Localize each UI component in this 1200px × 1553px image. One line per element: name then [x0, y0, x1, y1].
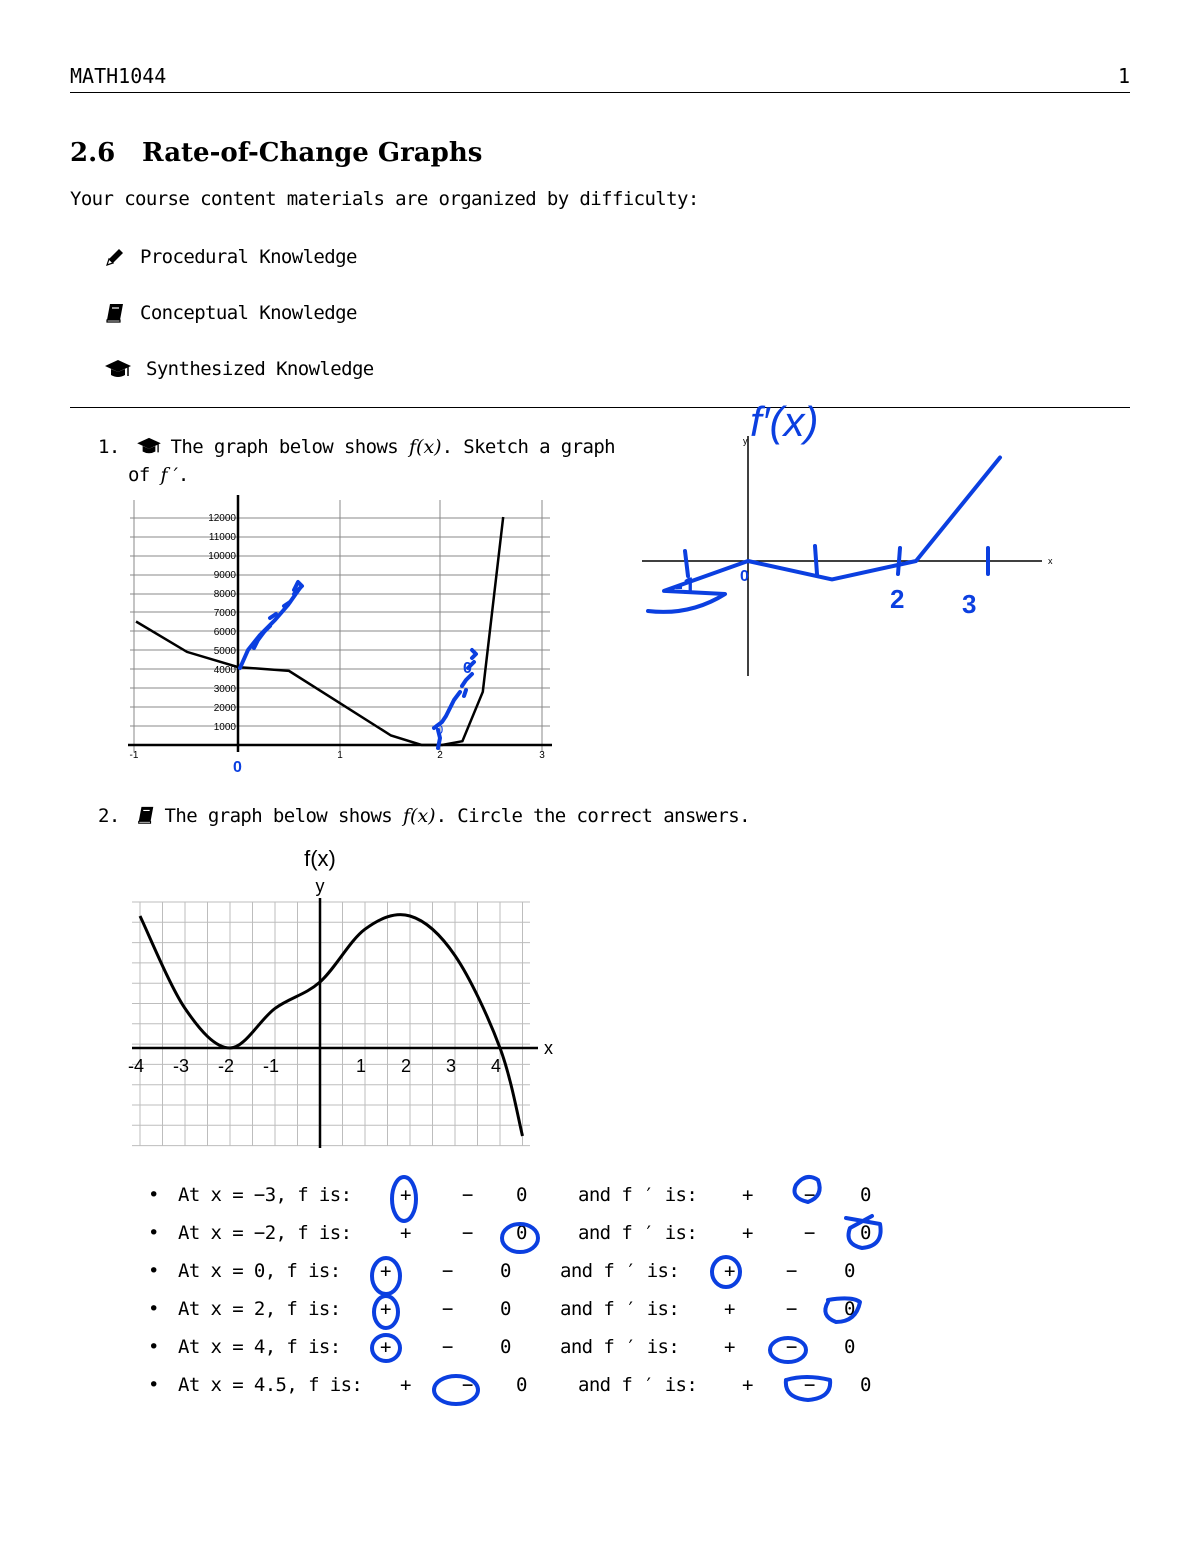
question-text: . Sketch a graph — [441, 436, 616, 458]
answer-option-f[interactable]: − — [442, 1336, 453, 1358]
ink-label: 0 — [740, 568, 749, 585]
answer-option-fprime[interactable]: 0 — [844, 1260, 855, 1282]
course-code: MATH1044 — [70, 64, 167, 88]
header-rule — [70, 92, 1130, 93]
answer-and: and f ′ is: — [578, 1222, 698, 1244]
question-text: The graph below shows — [164, 805, 403, 827]
ink-fprime-curve — [648, 458, 1000, 612]
answer-option-fprime[interactable]: − — [786, 1336, 797, 1358]
answer-option-fprime[interactable]: 0 — [860, 1222, 871, 1244]
question-2 — [98, 805, 750, 827]
answer-option-fprime[interactable]: 0 — [860, 1184, 871, 1206]
x-tick-label: 2 — [437, 750, 443, 761]
x-tick-label: -2 — [217, 1056, 235, 1076]
x-tick-label: -4 — [127, 1056, 145, 1076]
answer-option-f[interactable]: + — [380, 1298, 391, 1320]
x-axis-label: x — [544, 1038, 553, 1058]
book-icon — [104, 302, 126, 324]
x-tick-label: 1 — [337, 750, 343, 761]
x-tick-label: -1 — [129, 750, 139, 761]
section-title — [70, 138, 482, 168]
answer-option-fprime[interactable]: + — [724, 1260, 735, 1282]
answer-option-fprime[interactable]: 0 — [860, 1374, 871, 1396]
answer-option-fprime[interactable]: + — [742, 1222, 753, 1244]
y-tick-label: 4000 — [213, 665, 236, 676]
section-number: 2.6 — [70, 138, 116, 168]
question-number: 2. — [98, 805, 120, 827]
answer-option-f[interactable]: + — [380, 1336, 391, 1358]
answer-option-f[interactable]: − — [442, 1260, 453, 1282]
chart-1-fx — [120, 490, 560, 780]
level-label: Conceptual Knowledge — [140, 302, 357, 324]
answer-prompt: At x = 2, f is: — [178, 1298, 341, 1320]
ink-label: 3 — [962, 589, 977, 619]
answer-option-f[interactable]: + — [400, 1374, 411, 1396]
y-tick-label: 11000 — [208, 532, 236, 543]
answer-option-f[interactable]: 0 — [500, 1260, 511, 1282]
intro-text: Your course content materials are organized by difficulty: — [70, 188, 699, 210]
level-label: Synthesized Knowledge — [146, 358, 374, 380]
answer-option-fprime[interactable]: 0 — [844, 1336, 855, 1358]
answer-option-f[interactable]: − — [462, 1184, 473, 1206]
y-tick-label: 3000 — [213, 684, 236, 695]
answer-prompt: At x = 0, f is: — [178, 1260, 341, 1282]
answer-option-fprime[interactable]: + — [742, 1184, 753, 1206]
bullet: • — [148, 1222, 159, 1244]
ink-title-fprime: f′(x) — [750, 398, 819, 445]
graduation-cap-icon — [135, 436, 163, 456]
answer-option-fprime[interactable]: − — [786, 1298, 797, 1320]
y-tick-label: 7000 — [213, 608, 236, 619]
answer-and: and f ′ is: — [578, 1184, 698, 1206]
ink-label: -1 — [675, 573, 697, 600]
answer-prompt: At x = 4, f is: — [178, 1336, 341, 1358]
answer-option-f[interactable]: 0 — [516, 1222, 527, 1244]
level-procedural — [104, 246, 357, 268]
y-tick-label: 10000 — [208, 551, 236, 562]
question-text: . — [177, 464, 189, 486]
fx-symbol: f(x) — [403, 805, 436, 827]
answer-option-fprime[interactable]: − — [786, 1260, 797, 1282]
bullet: • — [148, 1336, 159, 1358]
y-tick-label: 1000 — [213, 722, 236, 733]
answer-prompt: At x = −3, f is: — [178, 1184, 352, 1206]
pencil-icon — [104, 246, 126, 268]
bullet: • — [148, 1374, 159, 1396]
question-text: . Circle the correct answers. — [435, 805, 750, 827]
answer-option-f[interactable]: + — [380, 1260, 391, 1282]
section-name: Rate-of-Change Graphs — [142, 138, 483, 168]
x-tick-label: 3 — [445, 1056, 457, 1076]
answer-option-fprime[interactable]: − — [804, 1222, 815, 1244]
fx-symbol: f(x) — [409, 436, 442, 458]
answer-option-f[interactable]: 0 — [516, 1184, 527, 1206]
answer-and: and f ′ is: — [560, 1260, 680, 1282]
x-tick-label: 1 — [355, 1056, 367, 1076]
chart-title: f(x) — [304, 846, 336, 871]
answer-option-f[interactable]: 0 — [516, 1374, 527, 1396]
question-text: The graph below shows — [170, 436, 409, 458]
chart-2-fprime-sketch — [630, 396, 1070, 681]
ink-label-zero: 0 — [233, 759, 242, 776]
x-tick-label: 2 — [400, 1056, 412, 1076]
answer-and: and f ′ is: — [560, 1298, 680, 1320]
fprime-symbol: f ′ — [160, 464, 178, 486]
answer-option-f[interactable]: − — [462, 1222, 473, 1244]
y-tick-label: 5000 — [213, 646, 236, 657]
answer-option-fprime[interactable]: 0 — [844, 1298, 855, 1320]
fx-curve — [140, 915, 523, 1136]
bullet: • — [148, 1184, 159, 1206]
y-tick-label: 9000 — [213, 570, 236, 581]
answer-option-fprime[interactable]: − — [804, 1374, 815, 1396]
answer-option-f[interactable]: − — [442, 1298, 453, 1320]
answer-option-f[interactable]: + — [400, 1184, 411, 1206]
x-tick-label: -3 — [172, 1056, 190, 1076]
question-number: 1. — [98, 436, 120, 458]
level-conceptual — [104, 302, 357, 324]
x-axis-label: x — [1048, 556, 1053, 566]
y-tick-label: 8000 — [213, 589, 236, 600]
answer-prompt: At x = 4.5, f is: — [178, 1374, 363, 1396]
level-synthesized — [104, 358, 374, 380]
y-axis-label: y — [315, 876, 325, 896]
bullet: • — [148, 1298, 159, 1320]
y-tick-label: 12000 — [208, 513, 236, 524]
answer-and: and f ′ is: — [578, 1374, 698, 1396]
graduation-cap-icon — [104, 358, 132, 380]
answer-option-fprime[interactable]: − — [804, 1184, 815, 1206]
chart-3-fx — [120, 840, 570, 1155]
x-tick-label: 3 — [539, 750, 545, 761]
page-number: 1 — [1118, 64, 1131, 88]
question-1 — [98, 436, 615, 458]
answer-prompt: At x = −2, f is: — [178, 1222, 352, 1244]
svg-text:0: 0 — [436, 722, 444, 737]
ink-label-zero: 0 — [463, 660, 472, 677]
answer-option-fprime[interactable]: + — [724, 1298, 735, 1320]
y-tick-label: 2000 — [213, 703, 236, 714]
answer-option-f[interactable]: − — [462, 1374, 473, 1396]
level-label: Procedural Knowledge — [140, 246, 357, 268]
answer-and: and f ′ is: — [560, 1336, 680, 1358]
x-tick-label: 4 — [490, 1056, 502, 1076]
question-text: of — [128, 464, 161, 486]
ink-label: 2 — [890, 584, 905, 614]
y-tick-label: 6000 — [213, 627, 236, 638]
answer-option-fprime[interactable]: + — [724, 1336, 735, 1358]
question-1-line2 — [128, 464, 189, 486]
x-tick-label: -1 — [262, 1056, 280, 1076]
answer-option-f[interactable]: + — [400, 1222, 411, 1244]
answer-option-f[interactable]: 0 — [500, 1336, 511, 1358]
answer-option-fprime[interactable]: + — [742, 1374, 753, 1396]
y-axis-label: y — [743, 436, 748, 446]
book-icon — [135, 805, 157, 825]
answer-option-f[interactable]: 0 — [500, 1298, 511, 1320]
bullet: • — [148, 1260, 159, 1282]
